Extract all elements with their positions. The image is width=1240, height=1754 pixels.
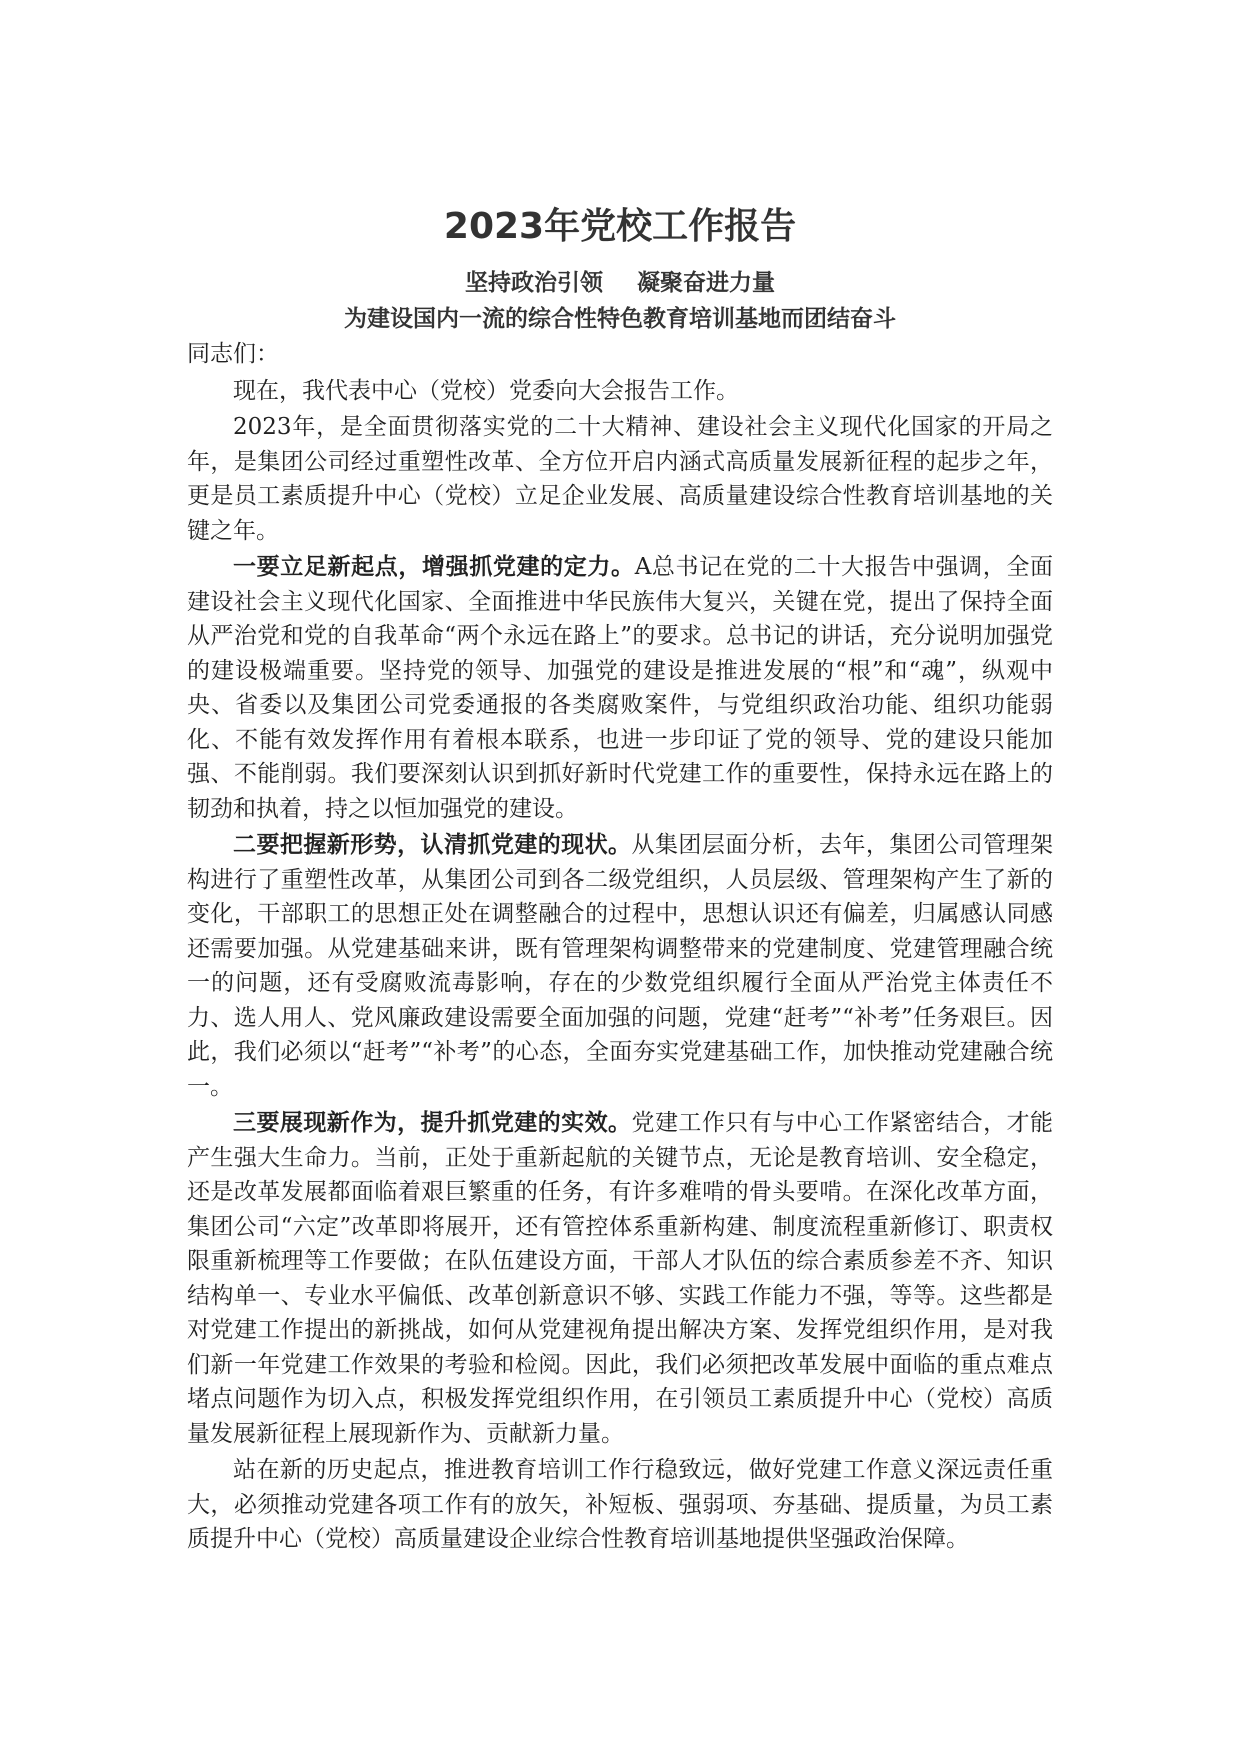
paragraph-5-lead: 三要展现新作为，提升抓党建的实效。 <box>233 1110 632 1136</box>
paragraph-2 <box>187 410 1053 548</box>
paragraph-6-text: 站在新的历史起点，推进教育培训工作行稳致远，做好党建工作意义深远责任重大，必须推动党建各项工作有的放矢，补短板、强弱项、夯基础、提质量，为员工素质提升中心（党校）高质量建设企业综合性教育培训基地提供坚强政治保障。 <box>187 1457 1053 1552</box>
document-page <box>187 195 1053 1559</box>
paragraph-4 <box>187 828 1053 1104</box>
paragraph-4-lead: 二要把握新形势，认清抓党建的现状。 <box>233 832 632 858</box>
paragraph-3 <box>187 550 1053 826</box>
paragraph-6 <box>187 1453 1053 1557</box>
paragraph-4-text: 从集团层面分析，去年，集团公司管理架构进行了重塑性改革，从集团公司到各二级党组织，人员层级、管理架构产生了新的变化，干部职工的思想正处在调整融合的过程中，思想认识还有偏差，归属感认同感还需要加强。从党建基础来讲，既有管理架构调整带来的党建制度、党建管理融合统一的问题，还有受腐败流毒影响，存在的少数党组织履行全面从严治党主体责任不力、选人用人、党风廉政建设需要全面加强的问题，党建“赶考”“补考”任务艰巨。因此，我们必须以“赶考”“补考”的心态，全面夯实党建基础工作，加快推动党建融合统一。 <box>187 832 1054 1100</box>
subtitle-line-2: 为建设国内一流的综合性特色教育培训基地而团结奋斗 <box>344 306 896 332</box>
paragraph-5-text: 党建工作只有与中心工作紧密结合，才能产生强大生命力。当前，正处于重新起航的关键节点，无论是教育培训、安全稳定，还是改革发展都面临着艰巨繁重的任务，有许多难啃的骨头要啃。在深化改革方面，集团公司“六定”改革即将展开，还有管控体系重新构建、制度流程重新修订、职责权限重新梳理等工作要做；在队伍建设方面，干部人才队伍的综合素质参差不齐、知识结构单一、专业水平偏低、改革创新意识不够、实践工作能力不强，等等。这些都是对党建工作提出的新挑战，如何从党建视角提出解决方案、发挥党组织作用，是对我们新一年党建工作效果的考验和检阅。因此，我们必须把改革发展中面临的重点难点堵点问题作为切入点，积极发挥党组织作用，在引领员工素质提升中心（党校）高质量发展新征程上展现新作为、贡献新力量。 <box>187 1110 1054 1447</box>
paragraph-5 <box>187 1106 1053 1451</box>
paragraph-1-text: 现在，我代表中心（党校）党委向大会报告工作。 <box>233 377 739 404</box>
document-title: 2023年党校工作报告 <box>443 206 797 247</box>
subtitle-line-1 <box>187 265 1053 301</box>
paragraph-2-text: 2023年，是全面贯彻落实党的二十大精神、建设社会主义现代化国家的开局之年，是集团公司经过重塑性改革、全方位开启内涵式高质量发展新征程的起步之年，更是员工素质提升中心（党校）立足企业发展、高质量建设综合性教育培训基地的关键之年。 <box>187 414 1053 544</box>
salutation: 同志们： <box>187 341 279 367</box>
report-body <box>187 337 1053 1557</box>
subtitle-part-1: 坚持政治引领 <box>465 270 603 296</box>
paragraph-3-text: A总书记在党的二十大报告中强调，全面建设社会主义现代化国家、全面推进中华民族伟大复兴，关键在党，提出了保持全面从严治党和党的自我革命“两个永远在路上”的要求。总书记的讲话，充分说明加强党的建设极端重要。坚持党的领导、加强党的建设是推进发展的“根”和“魂”，纵观中央、省委以及集团公司党委通报的各类腐败案件，与党组织政治功能、组织功能弱化、不能有效发挥作用有着根本联系，也进一步印证了党的领导、党的建设只能加强、不能削弱。我们要深刻认识到抓好新时代党建工作的重要性，保持永远在路上的韧劲和执着，持之以恒加强党的建设。 <box>187 554 1053 822</box>
subtitle-part-2: 凝聚奋进力量 <box>637 270 775 296</box>
paragraph-3-lead: 一要立足新起点，增强抓党建的定力。 <box>233 554 635 580</box>
paragraph-1 <box>187 374 1053 409</box>
